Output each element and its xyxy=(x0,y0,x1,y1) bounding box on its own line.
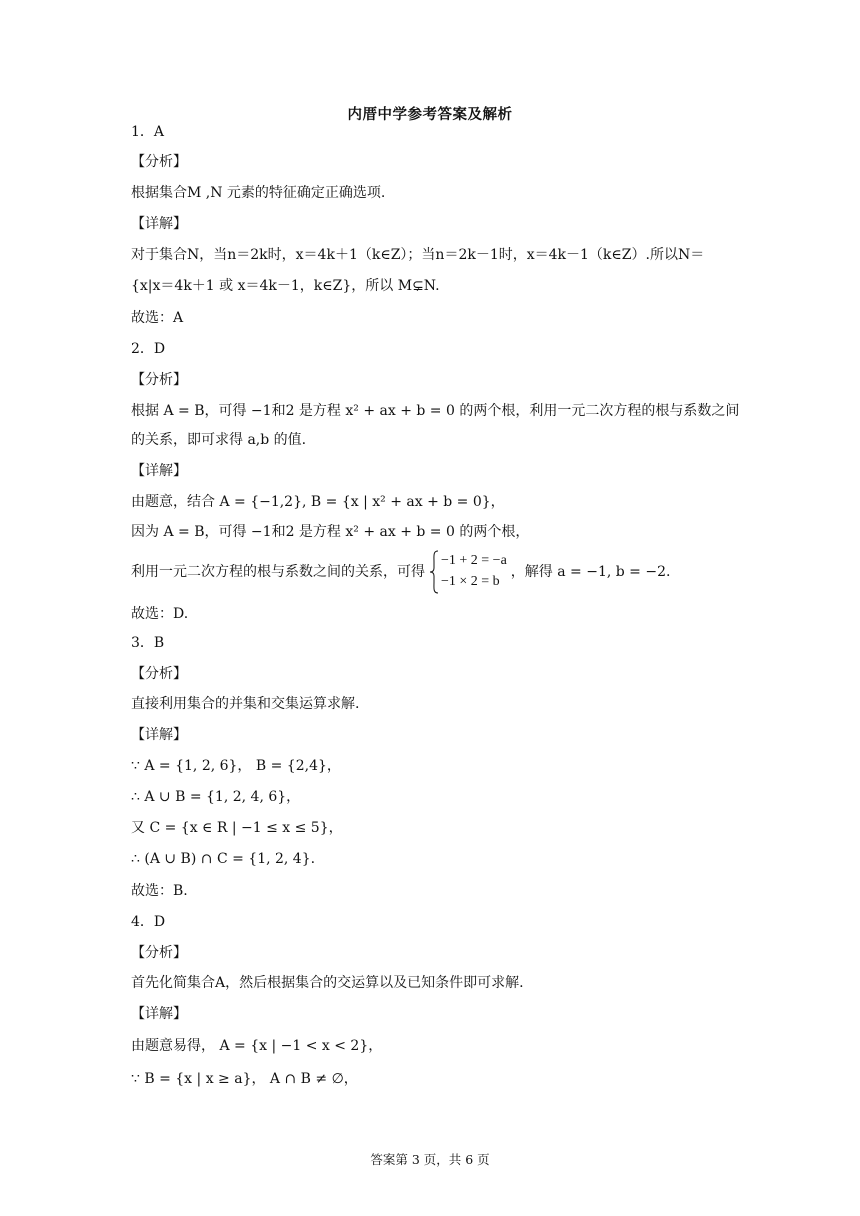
q2-detail-line-3 xyxy=(131,548,751,596)
q4-analysis: 首先化简集合A，然后根据集合的交运算以及已知条件即可求解. xyxy=(131,975,524,991)
q4-detail-line-1: 由题意易得， A = {x | −1 < x < 2}， xyxy=(131,1038,383,1054)
q4-detail-label: 【详解】 xyxy=(131,1006,187,1022)
q1-detail-label: 【详解】 xyxy=(131,216,187,232)
q1-answer: 故选：A xyxy=(131,310,184,326)
q1-detail-line-1: 对于集合N，当n＝2k时，x＝4k＋1（k∈Z）；当n＝2k－1时，x＝4k－1（k∈Z）.所以N＝ xyxy=(131,247,705,263)
equation-system xyxy=(429,550,507,594)
q2-detail-line-2: 因为 A = B，可得 −1和2 是方程 x² + ax + b = 0 的两个根， xyxy=(131,524,530,540)
q3-detail-line-4: ∴ (A ∪ B) ∩ C = {1, 2, 4}. xyxy=(131,851,316,867)
q2-analysis-line-1: 根据 A = B，可得 −1和2 是方程 x² + ax + b = 0 的两个根，利用一元二次方程的根与系数之间 xyxy=(131,403,740,419)
q2-detail-prefix: 利用一元二次方程的根与系数之间的关系，可得 xyxy=(131,564,425,580)
q2-number: 2．D xyxy=(131,341,166,357)
q3-answer: 故选：B. xyxy=(131,883,188,899)
q2-detail-line-1: 由题意，结合 A = {−1,2}, B = {x | x² + ax + b = 0}， xyxy=(131,494,505,510)
q2-analysis-label: 【分析】 xyxy=(131,372,187,388)
q4-number: 4．D xyxy=(131,914,166,930)
q2-answer: 故选：D. xyxy=(131,606,189,622)
q3-analysis-label: 【分析】 xyxy=(131,666,187,682)
q3-number: 3．B xyxy=(131,635,165,651)
left-brace-icon xyxy=(429,550,439,594)
page-title: 内厝中学参考答案及解析 xyxy=(347,106,513,123)
q1-detail-line-2: {x|x＝4k＋1 或 x＝4k－1，k∈Z}，所以 M⊊N. xyxy=(131,278,440,294)
equation-row-1: −1 + 2 = −a xyxy=(441,553,507,568)
page-footer: 答案第 3 页，共 6 页 xyxy=(370,1152,490,1167)
q1-analysis: 根据集合M ,N 元素的特征确定正确选项. xyxy=(131,185,386,201)
q2-detail-label: 【详解】 xyxy=(131,463,187,479)
q3-detail-line-3: 又 C = {x ∈ R | −1 ≤ x ≤ 5}， xyxy=(131,820,343,836)
q3-detail-label: 【详解】 xyxy=(131,727,187,743)
q2-analysis-line-2: 的关系，即可求得 a,b 的值. xyxy=(131,432,307,448)
q4-detail-line-2: ∵ B = {x | x ≥ a}， A ∩ B ≠ ∅， xyxy=(131,1071,358,1087)
q1-analysis-label: 【分析】 xyxy=(131,154,187,170)
q3-detail-line-2: ∴ A ∪ B = {1, 2, 4, 6}， xyxy=(131,789,301,805)
q3-detail-line-1: ∵ A = {1, 2, 6}， B = {2,4}， xyxy=(131,758,341,774)
q4-analysis-label: 【分析】 xyxy=(131,945,187,961)
q1-number: 1．A xyxy=(131,124,165,140)
q2-detail-suffix: ，解得 a = −1, b = −2. xyxy=(510,564,671,580)
q3-analysis: 直接利用集合的并集和交集运算求解. xyxy=(131,696,360,712)
equation-row-2: −1 × 2 = b xyxy=(441,574,500,589)
